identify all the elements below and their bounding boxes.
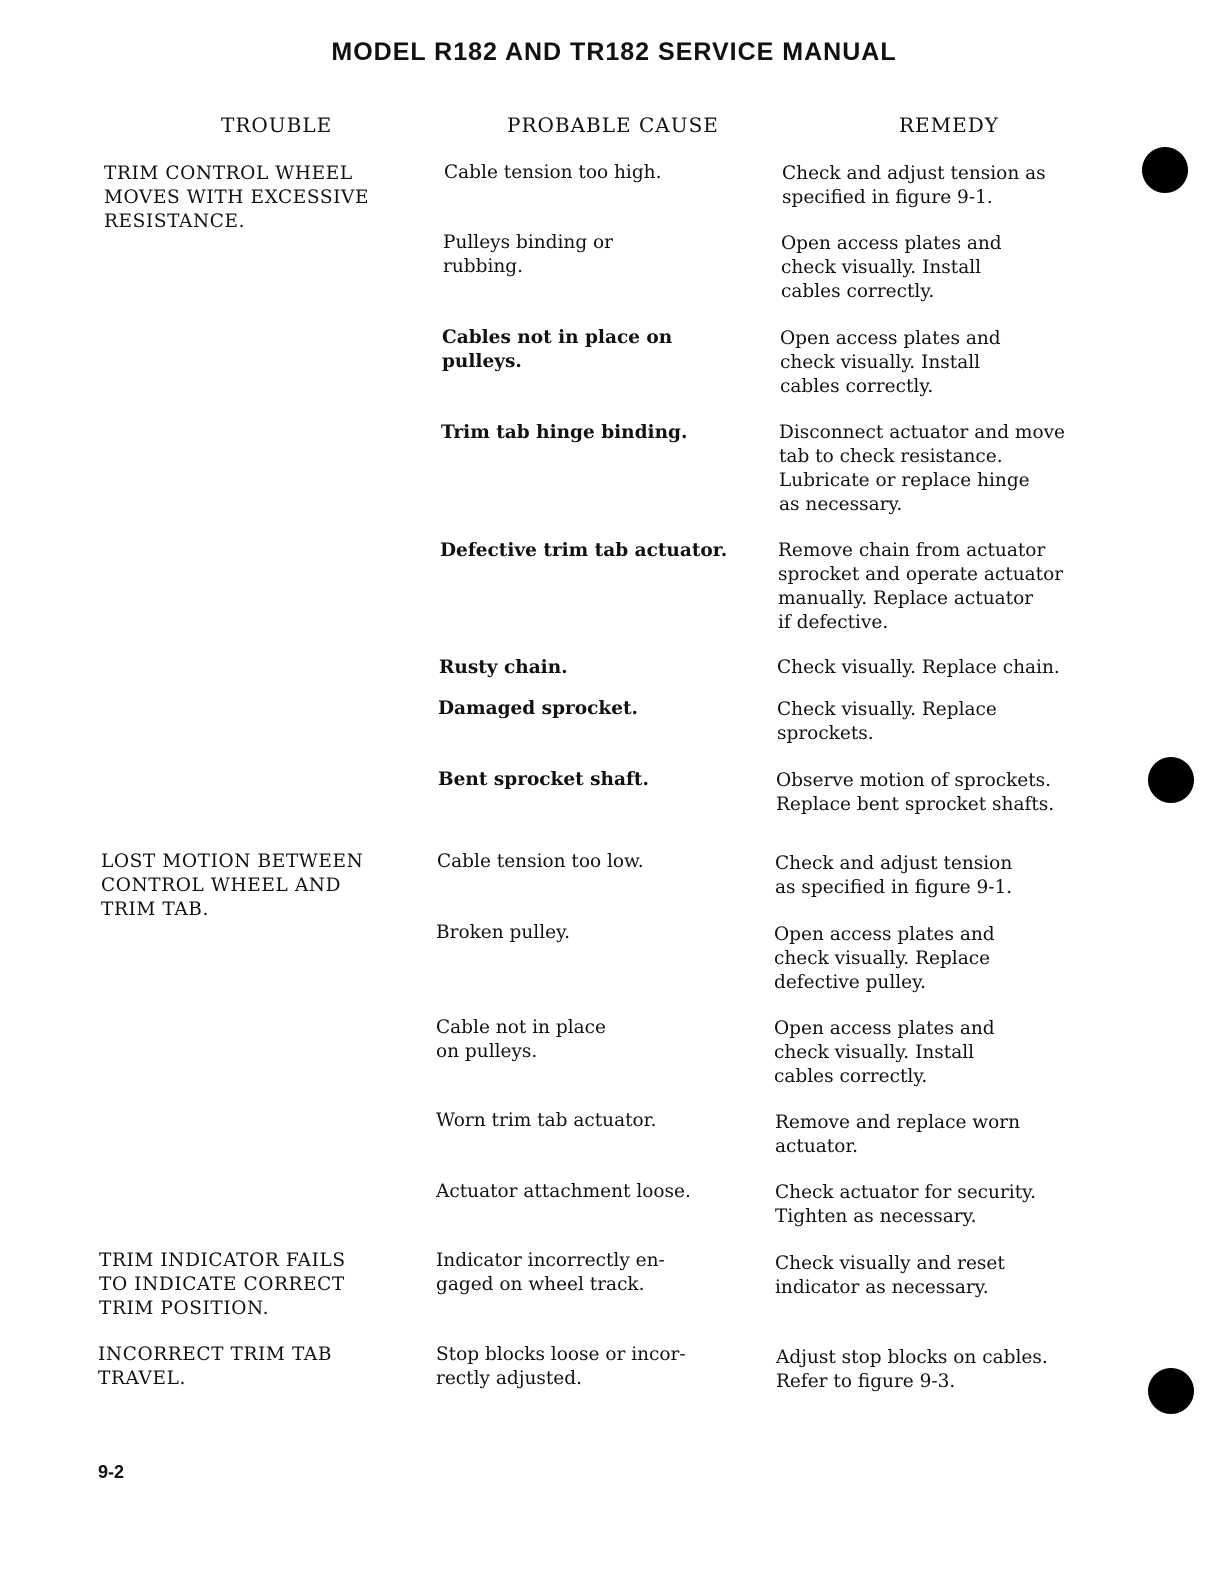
remedy-2: Open access plates and check visually. Install cables correctly. — [781, 233, 1002, 302]
cause-4: Trim tab hinge binding. — [441, 422, 688, 443]
remedy-13: Check actuator for security. Tighten as necessary. — [775, 1182, 1037, 1227]
cause-3: Cables not in place on pulleys. — [442, 327, 673, 372]
cause-14: Indicator incorrectly en- gaged on wheel track. — [436, 1250, 665, 1295]
cause-15: Stop blocks loose or incor- rectly adjusted. — [436, 1344, 686, 1389]
revision-dot-mark — [1148, 757, 1194, 803]
cause-2: Pulleys binding or rubbing. — [443, 232, 614, 277]
remedy-7: Check visually. Replace sprockets. — [777, 699, 997, 744]
cause-5: Defective trim tab actuator. — [440, 540, 728, 561]
trouble-1: TRIM CONTROL WHEEL MOVES WITH EXCESSIVE RESISTANCE. — [104, 163, 370, 232]
trouble-3: TRIM INDICATOR FAILS TO INDICATE CORRECT TRIM POSITION. — [99, 1250, 346, 1319]
cause-8: Bent sprocket shaft. — [438, 769, 649, 790]
cause-10: Broken pulley. — [436, 922, 570, 943]
cause-6: Rusty chain. — [439, 657, 568, 678]
revision-dot-mark — [1148, 1368, 1194, 1414]
column-header-remedy: REMEDY — [899, 113, 999, 137]
trouble-4: INCORRECT TRIM TAB TRAVEL. — [98, 1344, 333, 1389]
cause-11: Cable not in place on pulleys. — [436, 1017, 606, 1062]
column-header-trouble: TROUBLE — [221, 113, 333, 137]
remedy-6: Check visually. Replace chain. — [777, 657, 1060, 678]
remedy-3: Open access plates and check visually. Install cables correctly. — [780, 328, 1001, 397]
cause-9: Cable tension too low. — [437, 851, 644, 872]
cause-7: Damaged sprocket. — [438, 698, 638, 719]
remedy-14: Check visually and reset indicator as necessary. — [775, 1253, 1005, 1298]
revision-dot-mark — [1142, 147, 1188, 193]
page-title: MODEL R182 AND TR182 SERVICE MANUAL — [331, 38, 897, 66]
trouble-2: LOST MOTION BETWEEN CONTROL WHEEL AND TRIM TAB. — [101, 851, 364, 920]
remedy-9: Check and adjust tension as specified in figure 9-1. — [775, 853, 1013, 898]
column-header-probable-cause: PROBABLE CAUSE — [507, 113, 719, 137]
cause-13: Actuator attachment loose. — [436, 1181, 691, 1202]
cause-1: Cable tension too high. — [444, 162, 662, 183]
remedy-1: Check and adjust tension as specified in figure 9-1. — [782, 163, 1046, 208]
remedy-5: Remove chain from actuator sprocket and operate actuator manually. Replace actuator if defective. — [778, 540, 1064, 633]
remedy-15: Adjust stop blocks on cables. Refer to figure 9-3. — [776, 1347, 1048, 1392]
page-number: 9-2 — [98, 1462, 125, 1482]
cause-12: Worn trim tab actuator. — [436, 1110, 657, 1131]
remedy-11: Open access plates and check visually. Install cables correctly. — [774, 1018, 995, 1087]
remedy-8: Observe motion of sprockets. Replace bent sprocket shafts. — [776, 770, 1055, 815]
remedy-10: Open access plates and check visually. Replace defective pulley. — [774, 924, 995, 993]
remedy-4: Disconnect actuator and move tab to check resistance. Lubricate or replace hinge as necessary. — [779, 422, 1066, 515]
remedy-12: Remove and replace worn actuator. — [775, 1112, 1021, 1157]
